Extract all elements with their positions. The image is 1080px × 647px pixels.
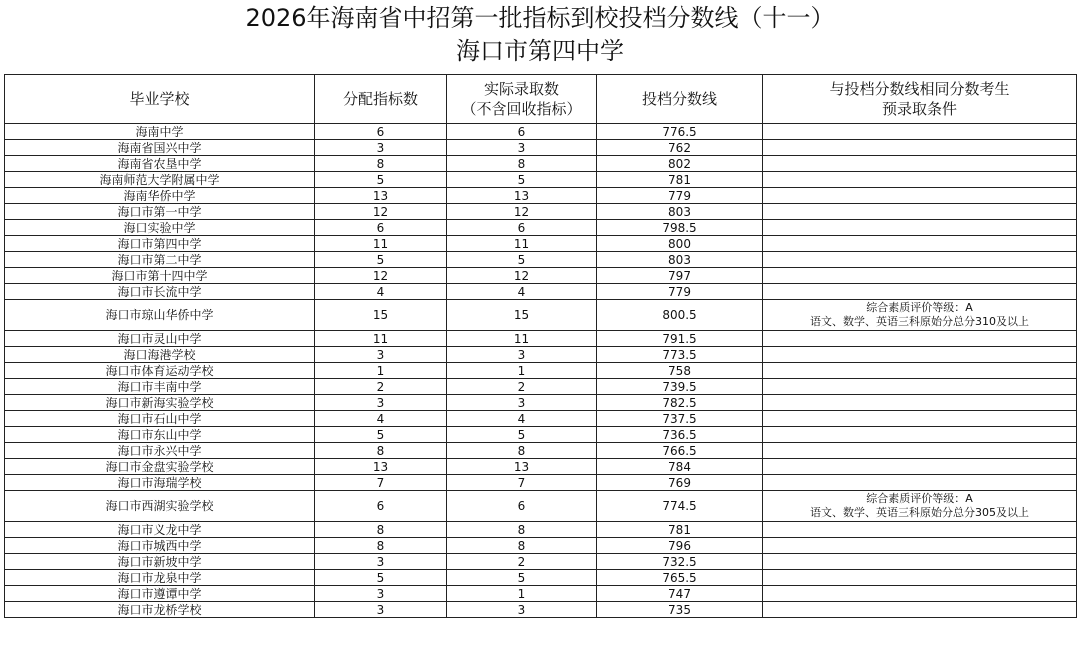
- admitted-cell: 3: [447, 347, 597, 363]
- condition-cell: [763, 220, 1077, 236]
- quota-cell: 8: [315, 522, 447, 538]
- condition-line-2: 语文、数学、英语三科原始分总分305及以上: [810, 506, 1029, 519]
- admitted-cell: 12: [447, 204, 597, 220]
- admitted-cell: 8: [447, 538, 597, 554]
- score-cell: 766.5: [597, 443, 763, 459]
- quota-cell: 4: [315, 284, 447, 300]
- admitted-cell: 13: [447, 459, 597, 475]
- condition-cell: [763, 554, 1077, 570]
- score-cell: 781: [597, 522, 763, 538]
- school-cell: 海口市丰南中学: [5, 379, 315, 395]
- quota-cell: 3: [315, 395, 447, 411]
- school-cell: 海口市第十四中学: [5, 268, 315, 284]
- school-cell: 海口市龙泉中学: [5, 570, 315, 586]
- school-cell: 海口市灵山中学: [5, 331, 315, 347]
- school-cell: 海口市长流中学: [5, 284, 315, 300]
- admitted-cell: 8: [447, 522, 597, 538]
- school-cell: 海口市体育运动学校: [5, 363, 315, 379]
- school-cell: 海口市西湖实验学校: [5, 491, 315, 522]
- quota-cell: 3: [315, 586, 447, 602]
- score-cell: 736.5: [597, 427, 763, 443]
- condition-cell: [763, 188, 1077, 204]
- condition-cell: [763, 252, 1077, 268]
- table-header-row: [5, 75, 1077, 124]
- admitted-cell: 5: [447, 427, 597, 443]
- admitted-cell: 5: [447, 570, 597, 586]
- condition-line-2: 语文、数学、英语三科原始分总分310及以上: [810, 315, 1029, 328]
- score-cell: 796: [597, 538, 763, 554]
- quota-cell: 11: [315, 331, 447, 347]
- school-cell: 海口市金盘实验学校: [5, 459, 315, 475]
- table-row: [5, 379, 1077, 395]
- school-cell: 海口市东山中学: [5, 427, 315, 443]
- admitted-cell: 11: [447, 236, 597, 252]
- score-cell: 739.5: [597, 379, 763, 395]
- school-cell: 海南师范大学附属中学: [5, 172, 315, 188]
- col-header-condition: [763, 75, 1077, 124]
- admitted-cell: 4: [447, 411, 597, 427]
- table-row: [5, 538, 1077, 554]
- score-cell: 798.5: [597, 220, 763, 236]
- admitted-cell: 6: [447, 124, 597, 140]
- score-cell: 797: [597, 268, 763, 284]
- score-cell: 758: [597, 363, 763, 379]
- table-row: [5, 124, 1077, 140]
- school-cell: 海口市义龙中学: [5, 522, 315, 538]
- score-cell: 735: [597, 602, 763, 618]
- quota-cell: 5: [315, 570, 447, 586]
- admitted-cell: 2: [447, 554, 597, 570]
- school-cell: 海口市海瑞学校: [5, 475, 315, 491]
- table-row: [5, 586, 1077, 602]
- condition-cell: [763, 538, 1077, 554]
- col-header-score: 投档分数线: [597, 75, 763, 124]
- condition-cell: [763, 427, 1077, 443]
- condition-cell: [763, 331, 1077, 347]
- quota-cell: 1: [315, 363, 447, 379]
- admitted-cell: 1: [447, 363, 597, 379]
- col-header-school: 毕业学校: [5, 75, 315, 124]
- admitted-cell: 15: [447, 300, 597, 331]
- condition-cell: [763, 411, 1077, 427]
- score-cell: 803: [597, 252, 763, 268]
- quota-cell: 8: [315, 538, 447, 554]
- score-cell: 747: [597, 586, 763, 602]
- condition-cell: [763, 491, 1077, 522]
- table-row: [5, 252, 1077, 268]
- quota-cell: 3: [315, 347, 447, 363]
- table-row: [5, 459, 1077, 475]
- score-cell: 732.5: [597, 554, 763, 570]
- admitted-cell: 6: [447, 220, 597, 236]
- condition-cell: [763, 379, 1077, 395]
- school-cell: 海南华侨中学: [5, 188, 315, 204]
- school-cell: 海口市第二中学: [5, 252, 315, 268]
- table-row: [5, 284, 1077, 300]
- condition-cell: [763, 570, 1077, 586]
- col-header-admitted: [447, 75, 597, 124]
- condition-cell: [763, 172, 1077, 188]
- condition-cell: [763, 522, 1077, 538]
- table-row: [5, 443, 1077, 459]
- table-row: [5, 347, 1077, 363]
- quota-cell: 8: [315, 156, 447, 172]
- table-row: [5, 172, 1077, 188]
- admitted-cell: 2: [447, 379, 597, 395]
- score-cell: 803: [597, 204, 763, 220]
- school-cell: 海南省国兴中学: [5, 140, 315, 156]
- quota-cell: 7: [315, 475, 447, 491]
- quota-cell: 12: [315, 204, 447, 220]
- quota-cell: 15: [315, 300, 447, 331]
- score-cell: 773.5: [597, 347, 763, 363]
- score-cell: 776.5: [597, 124, 763, 140]
- school-cell: 海南省农垦中学: [5, 156, 315, 172]
- quota-cell: 13: [315, 188, 447, 204]
- condition-cell: [763, 140, 1077, 156]
- school-cell: 海口市城西中学: [5, 538, 315, 554]
- table-row: [5, 331, 1077, 347]
- table-row: [5, 156, 1077, 172]
- col-header-condition-line2: 预录取条件: [881, 100, 957, 118]
- table-row: [5, 268, 1077, 284]
- quota-cell: 3: [315, 140, 447, 156]
- admitted-cell: 5: [447, 252, 597, 268]
- school-cell: 海口市遵谭中学: [5, 586, 315, 602]
- condition-cell: [763, 363, 1077, 379]
- admitted-cell: 3: [447, 395, 597, 411]
- admitted-cell: 13: [447, 188, 597, 204]
- school-cell: 海口市永兴中学: [5, 443, 315, 459]
- admitted-cell: 4: [447, 284, 597, 300]
- school-cell: 海南中学: [5, 124, 315, 140]
- table-body: [5, 124, 1077, 618]
- quota-cell: 5: [315, 252, 447, 268]
- quota-cell: 3: [315, 554, 447, 570]
- condition-cell: [763, 475, 1077, 491]
- table-row: [5, 140, 1077, 156]
- title-block: [0, 0, 1080, 74]
- admitted-cell: 6: [447, 491, 597, 522]
- col-header-admitted-line1: 实际录取数: [483, 80, 559, 98]
- score-cell: 782.5: [597, 395, 763, 411]
- condition-cell: [763, 268, 1077, 284]
- score-cell: 762: [597, 140, 763, 156]
- score-cell: 784: [597, 459, 763, 475]
- admitted-cell: 12: [447, 268, 597, 284]
- score-cell: 791.5: [597, 331, 763, 347]
- condition-cell: [763, 459, 1077, 475]
- score-cell: 802: [597, 156, 763, 172]
- table-row: [5, 220, 1077, 236]
- school-cell: 海口市龙桥学校: [5, 602, 315, 618]
- score-cell: 737.5: [597, 411, 763, 427]
- condition-cell: [763, 300, 1077, 331]
- quota-cell: 11: [315, 236, 447, 252]
- table-row: [5, 300, 1077, 331]
- condition-cell: [763, 602, 1077, 618]
- table-row: [5, 602, 1077, 618]
- col-header-admitted-line2: （不含回收指标）: [461, 100, 582, 118]
- score-cell: 769: [597, 475, 763, 491]
- quota-cell: 3: [315, 602, 447, 618]
- quota-cell: 12: [315, 268, 447, 284]
- admitted-cell: 5: [447, 172, 597, 188]
- school-cell: 海口市石山中学: [5, 411, 315, 427]
- school-cell: 海口市新坡中学: [5, 554, 315, 570]
- quota-cell: 13: [315, 459, 447, 475]
- page-title: 2026年海南省中招第一批指标到校投档分数线（十一）: [245, 4, 835, 32]
- table-row: [5, 491, 1077, 522]
- condition-cell: [763, 347, 1077, 363]
- table-row: [5, 188, 1077, 204]
- admitted-cell: 8: [447, 156, 597, 172]
- condition-cell: [763, 156, 1077, 172]
- quota-cell: 5: [315, 427, 447, 443]
- school-cell: 海口海港学校: [5, 347, 315, 363]
- condition-cell: [763, 443, 1077, 459]
- quota-cell: 5: [315, 172, 447, 188]
- school-cell: 海口实验中学: [5, 220, 315, 236]
- table-row: [5, 475, 1077, 491]
- table-row: [5, 427, 1077, 443]
- score-cell: 779: [597, 284, 763, 300]
- quota-cell: 6: [315, 491, 447, 522]
- school-cell: 海口市第一中学: [5, 204, 315, 220]
- condition-cell: [763, 124, 1077, 140]
- score-cell: 774.5: [597, 491, 763, 522]
- score-cell: 765.5: [597, 570, 763, 586]
- school-cell: 海口市琼山华侨中学: [5, 300, 315, 331]
- admitted-cell: 7: [447, 475, 597, 491]
- table-row: [5, 204, 1077, 220]
- condition-cell: [763, 236, 1077, 252]
- school-cell: 海口市第四中学: [5, 236, 315, 252]
- quota-cell: 4: [315, 411, 447, 427]
- score-table: [4, 74, 1077, 618]
- table-row: [5, 554, 1077, 570]
- quota-cell: 2: [315, 379, 447, 395]
- admitted-cell: 3: [447, 602, 597, 618]
- admitted-cell: 3: [447, 140, 597, 156]
- condition-cell: [763, 586, 1077, 602]
- score-cell: 800: [597, 236, 763, 252]
- table-row: [5, 363, 1077, 379]
- table-row: [5, 236, 1077, 252]
- condition-cell: [763, 204, 1077, 220]
- score-cell: 781: [597, 172, 763, 188]
- admitted-cell: 11: [447, 331, 597, 347]
- col-header-condition-line1: 与投档分数线相同分数考生: [829, 80, 1010, 98]
- admitted-cell: 1: [447, 586, 597, 602]
- condition-cell: [763, 395, 1077, 411]
- score-cell: 779: [597, 188, 763, 204]
- condition-line-1: 综合素质评价等级：A: [866, 492, 973, 505]
- condition-line-1: 综合素质评价等级：A: [866, 301, 973, 314]
- score-cell: 800.5: [597, 300, 763, 331]
- page-subtitle: 海口市第四中学: [456, 37, 624, 65]
- quota-cell: 6: [315, 124, 447, 140]
- quota-cell: 6: [315, 220, 447, 236]
- table-row: [5, 522, 1077, 538]
- condition-cell: [763, 284, 1077, 300]
- admitted-cell: 8: [447, 443, 597, 459]
- table-row: [5, 570, 1077, 586]
- quota-cell: 8: [315, 443, 447, 459]
- table-row: [5, 395, 1077, 411]
- table-row: [5, 411, 1077, 427]
- col-header-quota: 分配指标数: [315, 75, 447, 124]
- school-cell: 海口市新海实验学校: [5, 395, 315, 411]
